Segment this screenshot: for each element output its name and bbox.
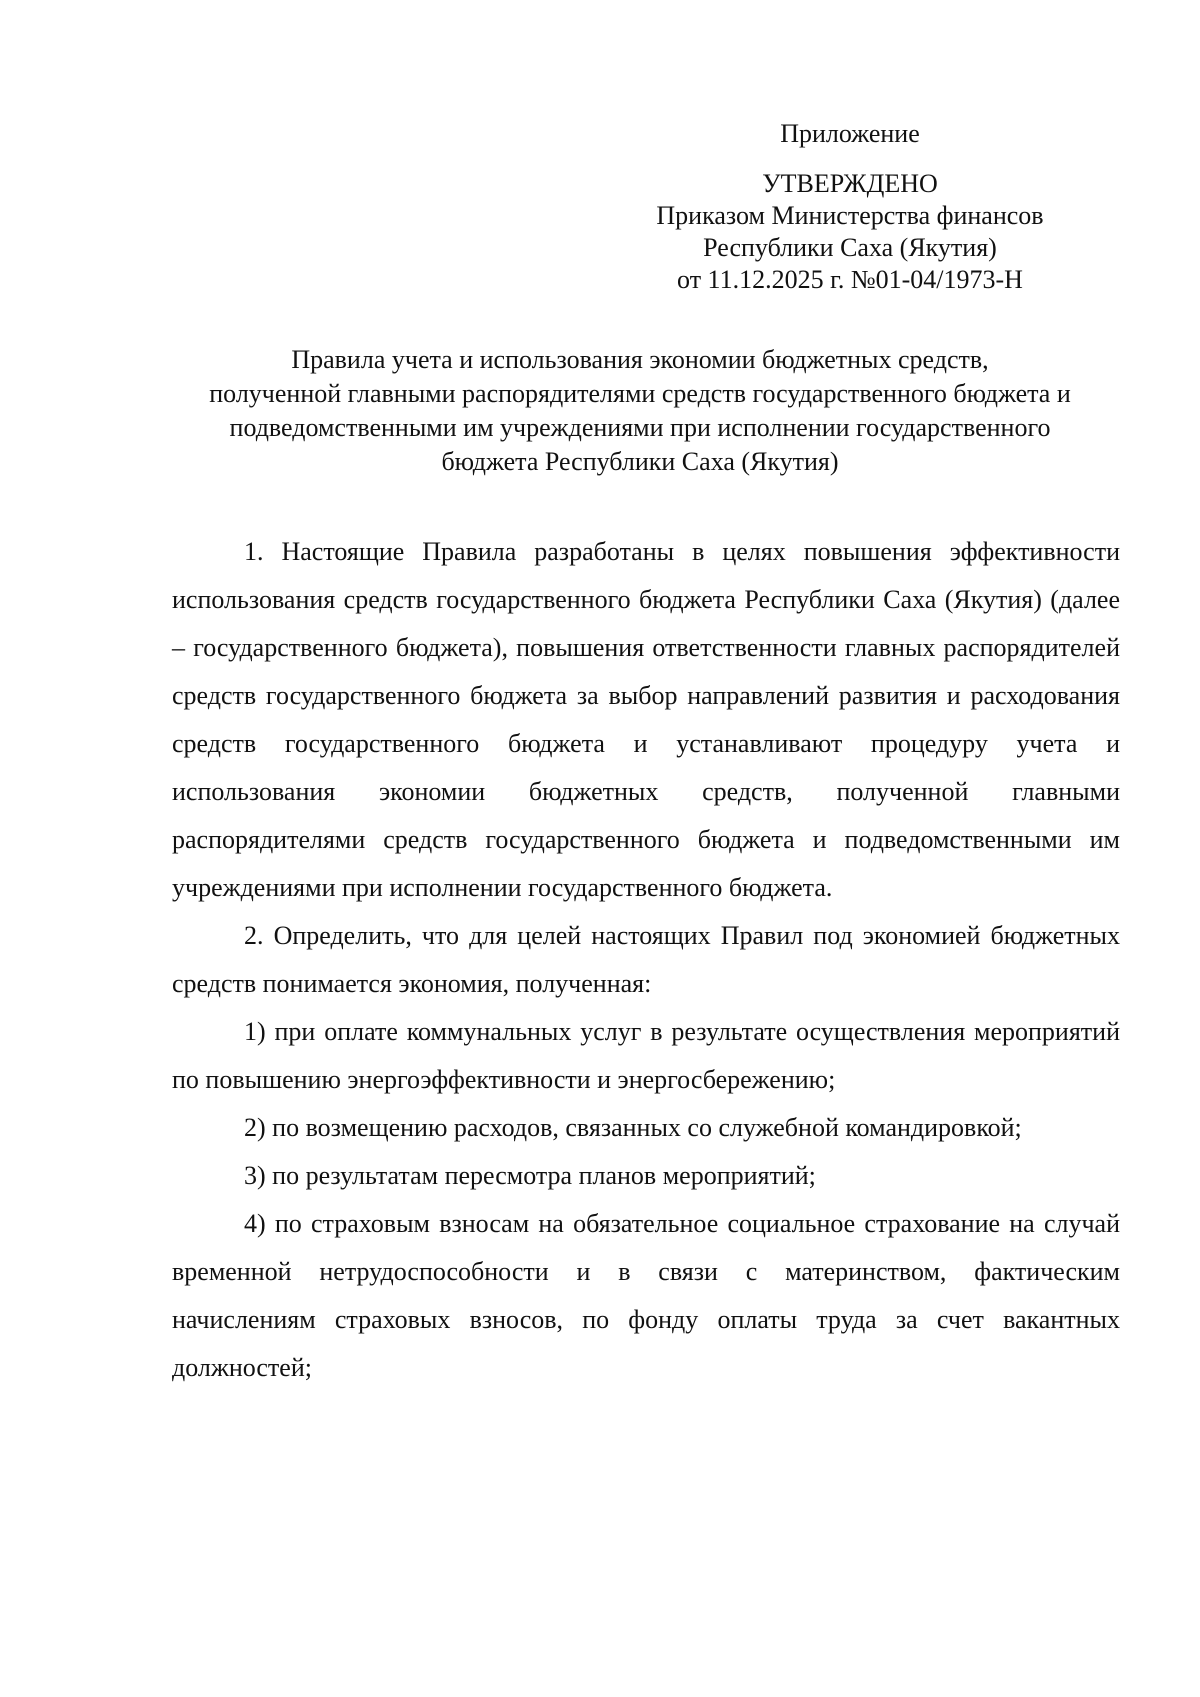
- approved-label: УТВЕРЖДЕНО: [762, 169, 938, 198]
- document-body: [172, 528, 1120, 1392]
- paragraph-6: 4) по страховым взносам на обязательное социальное страхование на случай временной нетрудоспособности и в связи с материнством, фактическим начислениям страховых взносов, по фонду оплаты труда за счет вакантных должностей;: [172, 1209, 1120, 1382]
- paragraph-1: 1. Настоящие Правила разработаны в целях повышения эффективности использования средств государственного бюджета Республики Саха (Якутия) (далее – государственного бюджета), повышения ответственности главных распорядителей средств государственного бюджета за выбор направлений развития и расходования средств государственного бюджета и устанавливают процедуру учета и использования экономии бюджетных средств, полученной главными распорядителями средств государственного бюджета и подведомственными им учреждениями при исполнении государственного бюджета.: [172, 537, 1120, 902]
- paragraph-5: 3) по результатам пересмотра планов мероприятий;: [244, 1161, 816, 1190]
- document-title: [160, 343, 1120, 479]
- paragraph-2: 2. Определить, что для целей настоящих Правил под экономией бюджетных средств понимается экономия, полученная:: [172, 921, 1120, 998]
- title-line-3: подведомственными им учреждениями при исполнении государственного: [229, 413, 1051, 442]
- order-line-2: Республики Саха (Якутия): [703, 233, 997, 262]
- order-line-3: от 11.12.2025 г. №01-04/1973-Н: [677, 265, 1023, 294]
- paragraph-3: 1) при оплате коммунальных услуг в результате осуществления мероприятий по повышению энергоэффективности и энергосбережению;: [172, 1017, 1120, 1094]
- order-line-1: Приказом Министерства финансов: [656, 201, 1044, 230]
- title-line-4: бюджета Республики Саха (Якутия): [441, 447, 839, 476]
- appendix-label: Приложение: [780, 119, 920, 148]
- paragraph-4: 2) по возмещению расходов, связанных со служебной командировкой;: [244, 1113, 1022, 1142]
- approval-stamp-block: [640, 118, 1060, 296]
- title-line-2: полученной главными распорядителями средств государственного бюджета и: [209, 379, 1071, 408]
- title-line-1: Правила учета и использования экономии бюджетных средств,: [291, 345, 989, 374]
